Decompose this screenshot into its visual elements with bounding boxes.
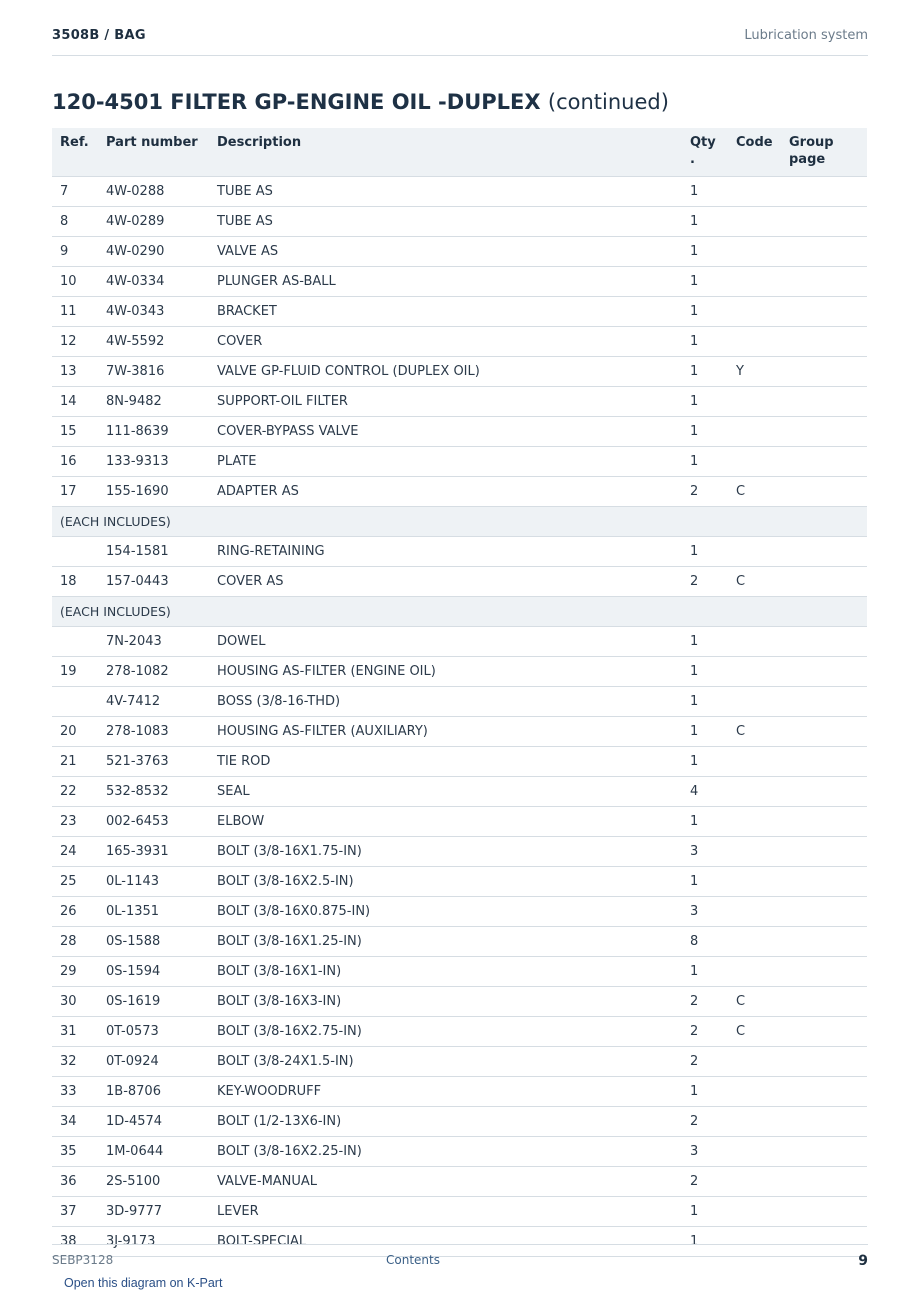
cell-ref: 23 [52,807,98,837]
cell-ref: 15 [52,417,98,447]
cell-ref: 35 [52,1137,98,1167]
cell-code [728,957,781,987]
cell-ref: 14 [52,387,98,417]
cell-part-number: 1D-4574 [98,1107,209,1137]
table-row [52,417,867,447]
cell-qty: 2 [682,1047,728,1077]
cell-qty: 1 [682,1197,728,1227]
model-label: 3508B / BAG [52,28,146,43]
cell-group-page [781,177,867,207]
cell-group-page [781,357,867,387]
table-row [52,837,867,867]
cell-description: BOLT (3/8-16X2.75-IN) [209,1017,682,1047]
cell-qty: 2 [682,1167,728,1197]
cell-group-page [781,267,867,297]
cell-ref: 13 [52,357,98,387]
cell-description: LEVER [209,1197,682,1227]
cell-qty: 1 [682,717,728,747]
cell-qty: 2 [682,567,728,597]
cell-code [728,417,781,447]
cell-description: COVER-BYPASS VALVE [209,417,682,447]
col-header-part-number: Part number [98,128,209,177]
cell-qty: 8 [682,927,728,957]
table-row [52,927,867,957]
cell-description: BOLT (3/8-16X2.25-IN) [209,1137,682,1167]
cell-description: VALVE GP-FLUID CONTROL (DUPLEX OIL) [209,357,682,387]
cell-qty: 1 [682,957,728,987]
cell-part-number: 0S-1594 [98,957,209,987]
cell-code [728,207,781,237]
cell-qty: 1 [682,297,728,327]
cell-part-number: 4W-0334 [98,267,209,297]
cell-description: VALVE-MANUAL [209,1167,682,1197]
cell-group-page [781,957,867,987]
cell-description: PLUNGER AS-BALL [209,267,682,297]
cell-part-number: 4V-7412 [98,687,209,717]
cell-qty: 1 [682,687,728,717]
cell-code [728,1077,781,1107]
cell-part-number: 0S-1619 [98,987,209,1017]
cell-code [728,897,781,927]
table-row [52,477,867,507]
cell-qty: 2 [682,477,728,507]
cell-part-number: 0T-0924 [98,1047,209,1077]
cell-group-page [781,1047,867,1077]
cell-code [728,747,781,777]
cell-part-number: 0T-0573 [98,1017,209,1047]
cell-qty: 1 [682,537,728,567]
cell-part-number: 154-1581 [98,537,209,567]
table-row [52,357,867,387]
cell-part-number: 4W-0343 [98,297,209,327]
cell-part-number: 0S-1588 [98,927,209,957]
cell-part-number: 157-0443 [98,567,209,597]
contents-link[interactable]: Contents [386,1253,440,1267]
cell-code [728,447,781,477]
col-header-description: Description [209,128,682,177]
page-title [52,90,669,114]
cell-code [728,927,781,957]
title-suffix: (continued) [547,90,669,114]
cell-code [728,687,781,717]
table-row [52,1017,867,1047]
table-row [52,1047,867,1077]
cell-description: HOUSING AS-FILTER (ENGINE OIL) [209,657,682,687]
cell-qty: 1 [682,357,728,387]
title-main: 120-4501 FILTER GP-ENGINE OIL -DUPLEX [52,90,541,114]
cell-group-page [781,1197,867,1227]
table-row [52,777,867,807]
cell-ref [52,687,98,717]
cell-ref: 38 [52,1227,98,1257]
cell-part-number: 165-3931 [98,837,209,867]
cell-code: C [728,567,781,597]
cell-ref: 9 [52,237,98,267]
page-header [52,28,868,56]
cell-part-number: 278-1083 [98,717,209,747]
table-row [52,327,867,357]
table-row [52,297,867,327]
note-text: (EACH INCLUDES) [52,597,867,627]
cell-description: TUBE AS [209,207,682,237]
cell-ref: 20 [52,717,98,747]
cell-ref: 22 [52,777,98,807]
cell-code [728,627,781,657]
cell-part-number: 7N-2043 [98,627,209,657]
cell-description: BOLT (3/8-16X1.25-IN) [209,927,682,957]
cell-ref: 18 [52,567,98,597]
cell-qty: 2 [682,1017,728,1047]
cell-qty: 1 [682,1077,728,1107]
cell-qty: 2 [682,1107,728,1137]
cell-qty: 1 [682,657,728,687]
cell-code [728,327,781,357]
table-header-row [52,128,867,177]
cell-group-page [781,1017,867,1047]
cell-ref: 33 [52,1077,98,1107]
cell-ref: 34 [52,1107,98,1137]
cell-qty: 1 [682,747,728,777]
cell-ref: 31 [52,1017,98,1047]
cell-group-page [781,387,867,417]
cell-code: C [728,477,781,507]
cell-ref: 29 [52,957,98,987]
cell-part-number: 2S-5100 [98,1167,209,1197]
cell-part-number: 0L-1351 [98,897,209,927]
cell-group-page [781,627,867,657]
cell-description: BOLT (3/8-16X1.75-IN) [209,837,682,867]
table-row [52,627,867,657]
cell-code [728,387,781,417]
cell-ref: 10 [52,267,98,297]
cell-description: VALVE AS [209,237,682,267]
document-id: SEBP3128 [52,1253,114,1267]
cell-description: TUBE AS [209,177,682,207]
cell-part-number: 4W-5592 [98,327,209,357]
table-row [52,1167,867,1197]
table-row [52,267,867,297]
table-row [52,387,867,417]
cell-ref: 26 [52,897,98,927]
section-label: Lubrication system [744,28,868,43]
parts-table [52,128,867,1257]
cell-part-number: 155-1690 [98,477,209,507]
cell-group-page [781,987,867,1017]
cell-group-page [781,1167,867,1197]
cell-group-page [781,207,867,237]
cell-description: BOLT (3/8-16X0.875-IN) [209,897,682,927]
cell-group-page [781,777,867,807]
page-number: 9 [858,1253,868,1269]
cell-part-number: 521-3763 [98,747,209,777]
cell-code: C [728,717,781,747]
table-row [52,567,867,597]
cell-group-page [781,657,867,687]
cell-description: KEY-WOODRUFF [209,1077,682,1107]
cell-description: BOLT (3/8-16X3-IN) [209,987,682,1017]
table-row [52,807,867,837]
cell-ref [52,627,98,657]
cell-code [728,177,781,207]
cell-group-page [781,717,867,747]
cell-qty: 1 [682,207,728,237]
table-row [52,687,867,717]
cell-group-page [781,1137,867,1167]
cell-ref: 8 [52,207,98,237]
table-row [52,447,867,477]
col-header-code: Code [728,128,781,177]
cell-group-page [781,537,867,567]
cell-part-number: 278-1082 [98,657,209,687]
cell-group-page [781,1107,867,1137]
cell-ref: 7 [52,177,98,207]
cell-group-page [781,807,867,837]
cell-description: COVER [209,327,682,357]
table-row [52,237,867,267]
cell-qty: 1 [682,177,728,207]
table-row [52,177,867,207]
cell-part-number: 7W-3816 [98,357,209,387]
table-row [52,867,867,897]
cell-ref: 32 [52,1047,98,1077]
cell-qty: 1 [682,807,728,837]
cell-code [728,1137,781,1167]
cell-description: COVER AS [209,567,682,597]
cell-qty: 3 [682,837,728,867]
table-note-row [52,507,867,537]
cell-group-page [781,897,867,927]
cell-part-number: 8N-9482 [98,387,209,417]
cell-code: Y [728,357,781,387]
cell-description: HOUSING AS-FILTER (AUXILIARY) [209,717,682,747]
cell-part-number: 0L-1143 [98,867,209,897]
cell-qty: 1 [682,387,728,417]
cell-code [728,1167,781,1197]
parts-table-body [52,177,867,1257]
cell-part-number: 4W-0289 [98,207,209,237]
table-row [52,537,867,567]
cell-ref: 12 [52,327,98,357]
col-header-group-page: Group page [781,128,867,177]
cell-group-page [781,297,867,327]
cell-description: PLATE [209,447,682,477]
cell-description: BOLT-SPECIAL [209,1227,682,1257]
cell-description: ADAPTER AS [209,477,682,507]
cell-code [728,657,781,687]
cell-code [728,1107,781,1137]
cell-ref: 36 [52,1167,98,1197]
table-row [52,747,867,777]
cell-description: ELBOW [209,807,682,837]
cell-part-number: 3D-9777 [98,1197,209,1227]
cell-part-number: 4W-0290 [98,237,209,267]
cell-group-page [781,1077,867,1107]
cell-part-number: 1B-8706 [98,1077,209,1107]
cell-ref: 28 [52,927,98,957]
cell-ref [52,537,98,567]
cell-group-page [781,417,867,447]
cell-description: BOLT (3/8-16X2.5-IN) [209,867,682,897]
cell-group-page [781,327,867,357]
cell-qty: 3 [682,897,728,927]
cell-description: BRACKET [209,297,682,327]
cell-part-number: 4W-0288 [98,177,209,207]
cell-ref: 30 [52,987,98,1017]
cell-group-page [781,687,867,717]
cell-code [728,837,781,867]
cell-description: SUPPORT-OIL FILTER [209,387,682,417]
cell-code [728,1047,781,1077]
cell-ref: 37 [52,1197,98,1227]
cell-ref: 16 [52,447,98,477]
cell-code [728,297,781,327]
table-row [52,897,867,927]
cell-code: C [728,987,781,1017]
cell-description: SEAL [209,777,682,807]
cell-description: BOSS (3/8-16-THD) [209,687,682,717]
cell-description: BOLT (1/2-13X6-IN) [209,1107,682,1137]
cell-group-page [781,867,867,897]
table-row [52,717,867,747]
cell-code [728,1197,781,1227]
cell-code [728,867,781,897]
cell-qty: 2 [682,987,728,1017]
cell-code [728,807,781,837]
col-header-ref: Ref. [52,128,98,177]
cell-qty: 1 [682,267,728,297]
cell-part-number: 1M-0644 [98,1137,209,1167]
table-row [52,1137,867,1167]
table-row [52,987,867,1017]
cell-ref: 11 [52,297,98,327]
table-row [52,1197,867,1227]
table-note-row [52,597,867,627]
cell-part-number: 111-8639 [98,417,209,447]
cell-qty: 1 [682,867,728,897]
cell-qty: 1 [682,447,728,477]
cell-qty: 4 [682,777,728,807]
cell-description: BOLT (3/8-24X1.5-IN) [209,1047,682,1077]
col-header-qty: Qty . [682,128,728,177]
table-row [52,1077,867,1107]
cell-code [728,237,781,267]
cell-part-number: 532-8532 [98,777,209,807]
cell-group-page [781,927,867,957]
page-footer [52,1244,868,1269]
cell-qty: 1 [682,627,728,657]
cell-description: TIE ROD [209,747,682,777]
cell-qty: 3 [682,1137,728,1167]
cell-group-page [781,837,867,867]
cell-group-page [781,237,867,267]
cell-group-page [781,477,867,507]
cell-part-number: 133-9313 [98,447,209,477]
cell-code: C [728,1017,781,1047]
cell-code [728,537,781,567]
table-row [52,207,867,237]
cell-ref: 17 [52,477,98,507]
cell-qty: 1 [682,237,728,267]
kpart-diagram-link[interactable]: Open this diagram on K-Part [64,1276,223,1290]
cell-ref: 25 [52,867,98,897]
cell-part-number: 002-6453 [98,807,209,837]
cell-group-page [781,747,867,777]
cell-code [728,777,781,807]
cell-qty: 1 [682,327,728,357]
cell-description: RING-RETAINING [209,537,682,567]
cell-code [728,267,781,297]
table-row [52,1107,867,1137]
cell-group-page [781,447,867,477]
cell-ref: 19 [52,657,98,687]
cell-description: DOWEL [209,627,682,657]
cell-description: BOLT (3/8-16X1-IN) [209,957,682,987]
cell-qty: 1 [682,417,728,447]
cell-group-page [781,567,867,597]
table-row [52,657,867,687]
cell-qty: 1 [682,1227,728,1257]
cell-part-number: 3J-9173 [98,1227,209,1257]
note-text: (EACH INCLUDES) [52,507,867,537]
cell-ref: 21 [52,747,98,777]
table-row [52,957,867,987]
cell-ref: 24 [52,837,98,867]
